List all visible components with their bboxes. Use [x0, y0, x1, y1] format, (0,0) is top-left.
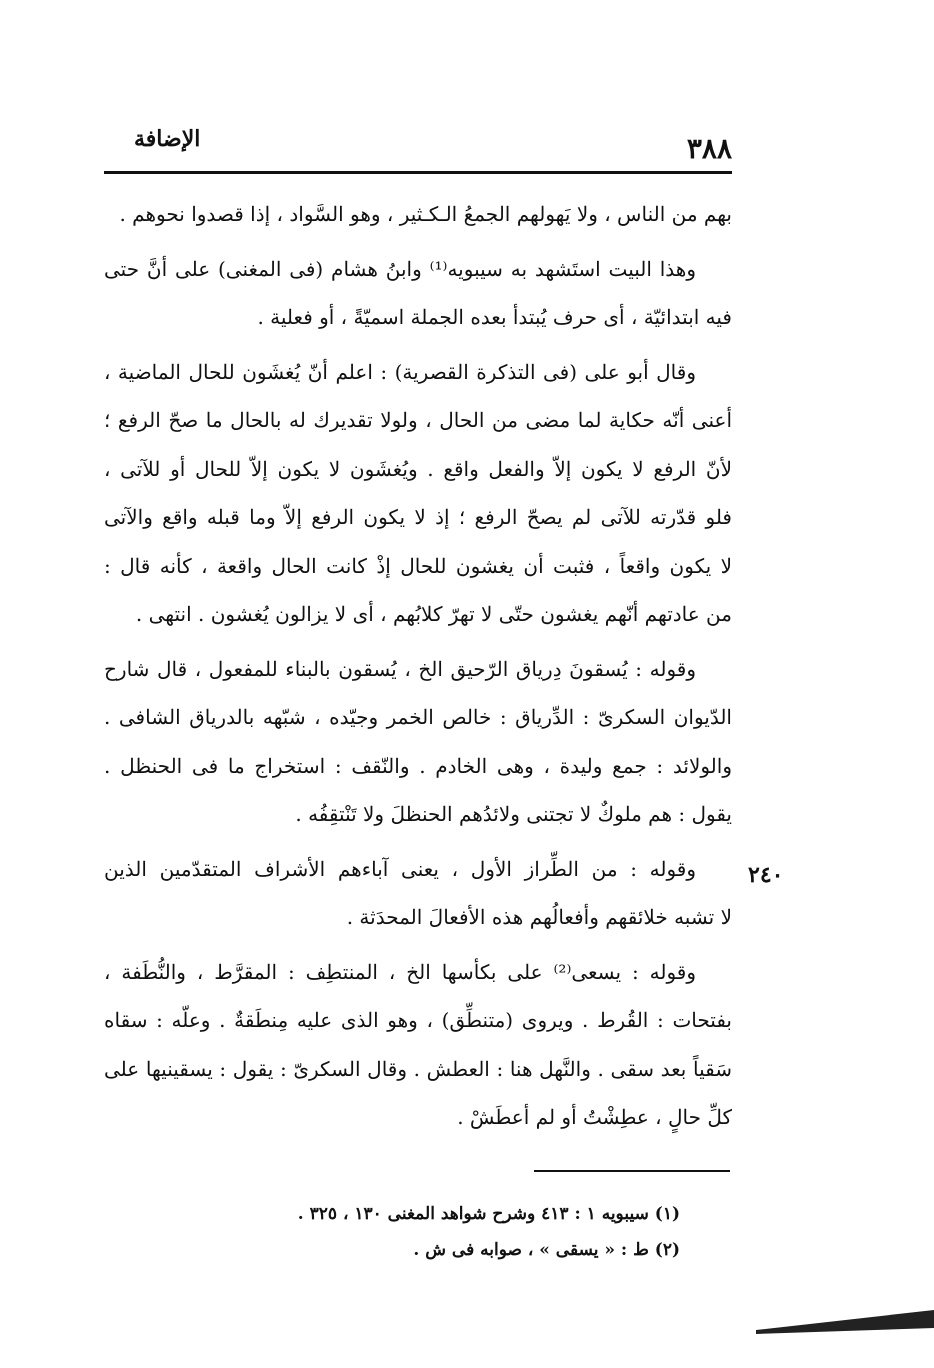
paragraph-4 [104, 645, 732, 839]
paragraph-1 [104, 190, 732, 239]
text-line: أعنى أنّه حكاية لما مضى من الحال ، ولولا تقديرك له بالحال ما صحّ الرفع ؛ [104, 408, 732, 432]
text-line: لأنّ الرفع لا يكون إلاّ والفعل واقع . ويُغشَون لا يكون إلاّ للحال أو للآتى ، [104, 456, 732, 481]
running-head: الإضافة [134, 126, 201, 152]
paragraph-5 [104, 845, 732, 942]
margin-verse-number: ٢٤٠ [748, 862, 784, 888]
page-header [104, 118, 732, 168]
text-line: وهذا البيت استَشهد به سيبويه⁽¹⁾ وابنُ هشام (فى المغنى) على أنَّ حتى [104, 256, 697, 281]
text-line: وقوله : يسعى⁽²⁾ على بكأسها الخ ، المنتطِف : المقرَّط ، والنُّطَفة ، [104, 959, 696, 984]
page-number: ٣٨٨ [686, 132, 732, 165]
text-line: لا تشبه خلائقهم وأفعالُهم هذه الأفعالَ المحدَثة . [346, 905, 732, 929]
text-line: يقول : هم ملوكٌ لا تجتنى ولائدُهم الحنظلَ ولا تَنْتقِفُه . [295, 802, 732, 826]
text-line: وقوله : يُسقونَ دِرياق الرّحيق الخ ، يُسقون بالبناء للمفعول ، قال شارح [104, 656, 696, 681]
paragraph-2 [104, 245, 732, 342]
footnote-rule [534, 1170, 730, 1172]
paragraph-6 [104, 948, 732, 1142]
text-line: الدّيوان السكرىّ : الدِّرياق : خالص الخمر وجيّده ، شبّهه بالدرياق الشافى . [104, 705, 732, 729]
text-line: كلِّ حالٍ ، عطِشْتُ أو لم أعطَشْ . [457, 1105, 732, 1129]
footnote-1: (١) سيبويه ١ : ٤١٣ وشرح شواهد المغنى ١٣٠ ، ٣٢٥ . [297, 1204, 680, 1224]
text-line: لا يكون واقعاً ، فثبت أن يغشون للحال إذْ كانت الحال واقعة ، كأنه قال : [104, 553, 733, 578]
text-line: بفتحات : القُرط . ويروى (متنطِّق) ، وهو الذى عليه مِنطَقةٌ . وعلّه : سقاه [104, 1008, 732, 1032]
scan-edge-shadow [756, 1310, 934, 1368]
header-rule [104, 171, 732, 174]
text-line: وقال أبو على (فى التذكرة القصرية) : اعلم أنّ يُغشَون للحال الماضية ، [104, 359, 696, 384]
paragraph-3 [104, 348, 732, 639]
text-line: وقوله : من الطِّراز الأول ، يعنى آباءهم الأشراف المتقدّمين الذين [104, 856, 697, 881]
text-line: سَقياً بعد سقى . والنَّهل هنا : العطش . وقال السكرىّ : يقول : يسقينيها على [104, 1056, 732, 1081]
text-line: من عادتهم أنّهم يغشون حتّى لا تهرّ كلابُهم ، أى لا يزالون يُغشون . انتهى . [135, 602, 732, 626]
footnote-2: (٢) ط : « يسقى » ، صوابه فى ش . [413, 1240, 680, 1260]
text-line: فيه ابتدائيّة ، أى حرف يُبتدأ بعده الجملة اسميّةً ، أو فعلية . [257, 305, 732, 329]
text-line: والولائد : جمع وليدة ، وهى الخادم . والنّقف : استخراج ما فى الحنظل . [104, 753, 732, 778]
body-text [104, 190, 732, 1142]
footnotes [150, 1196, 680, 1268]
text-line: فلو قدّرته للآتى لم يصحّ الرفع ؛ إذ لا يكون الرفع إلاّ وما قبله واقع والآتى [104, 505, 732, 529]
text-line: بهم من الناس ، ولا يَهولهم الجمعُ الـكـثير ، وهو السَّواد ، إذا قصدوا نحوهم . [119, 202, 732, 226]
